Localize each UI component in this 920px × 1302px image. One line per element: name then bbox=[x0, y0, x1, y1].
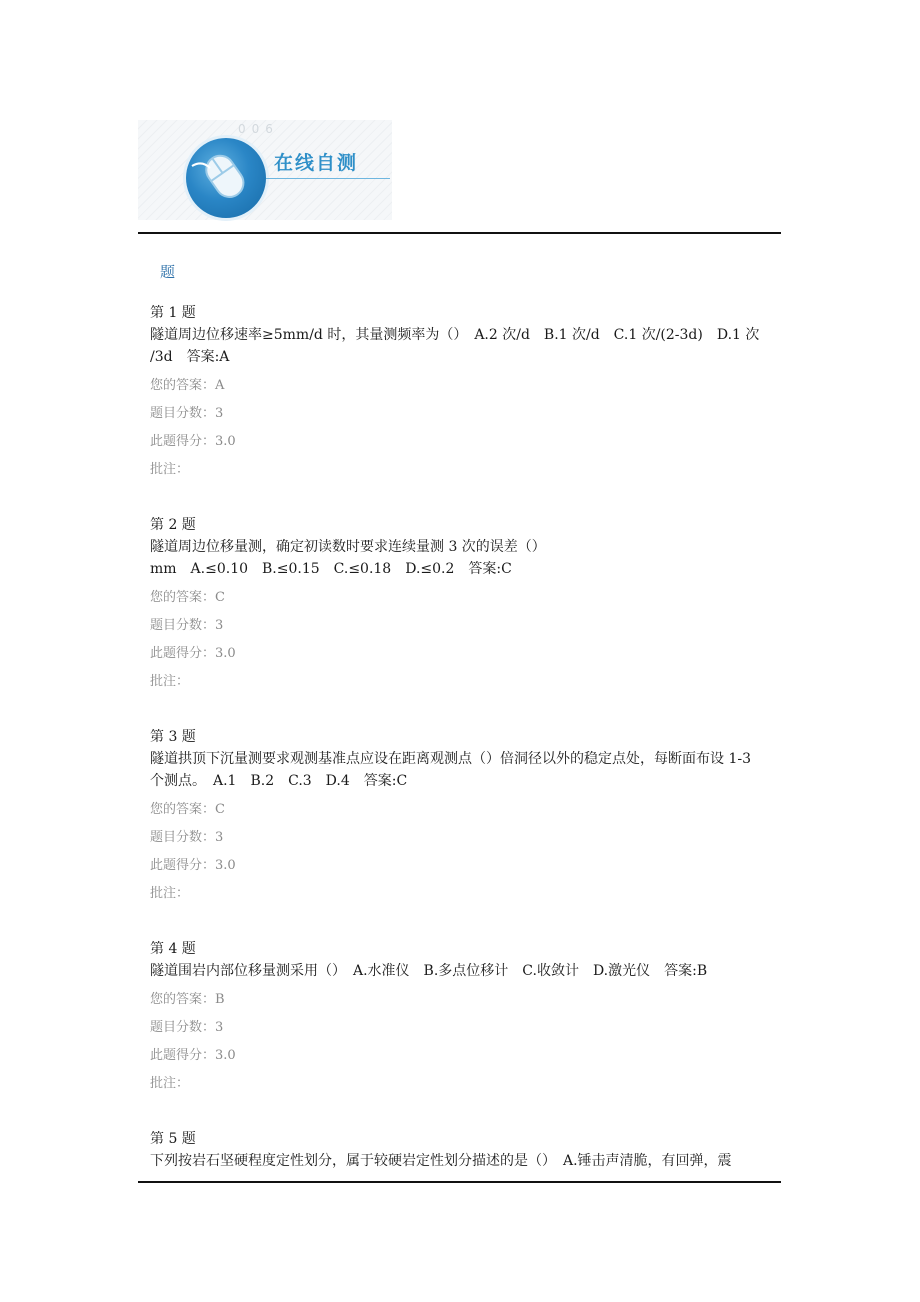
question-item bbox=[150, 1128, 778, 1172]
header-banner bbox=[138, 120, 392, 220]
question-text: 隧道周边位移量测，确定初读数时要求连续量测 3 次的误差（） mm A.≤0.10 B.≤0.15 C.≤0.18 D.≤0.2 答案:C bbox=[150, 539, 546, 577]
your-answer: 您的答案：B bbox=[150, 992, 225, 1007]
earned-score: 此题得分：3.0 bbox=[150, 434, 236, 449]
top-divider bbox=[138, 232, 781, 234]
question-item bbox=[150, 302, 778, 484]
bottom-divider bbox=[138, 1181, 781, 1183]
question-text: 隧道围岩内部位移量测采用（） A.水准仪 B.多点位移计 C.收敛计 D.激光仪 答案:B bbox=[150, 963, 708, 979]
question-note: 批注： bbox=[150, 1076, 190, 1091]
question-score: 题目分数：3 bbox=[150, 830, 224, 845]
question-item bbox=[150, 726, 778, 908]
question-number: 第 5 题 bbox=[150, 1131, 196, 1147]
banner-title: 在线自测 bbox=[274, 152, 359, 174]
question-score: 题目分数：3 bbox=[150, 618, 224, 633]
question-item bbox=[150, 938, 778, 1098]
banner-decoration: 006 bbox=[238, 122, 279, 136]
mouse-icon bbox=[186, 138, 266, 218]
question-score: 题目分数：3 bbox=[150, 1020, 224, 1035]
question-number: 第 3 题 bbox=[150, 729, 196, 745]
question-note: 批注： bbox=[150, 886, 190, 901]
earned-score: 此题得分：3.0 bbox=[150, 1048, 236, 1063]
question-list bbox=[150, 302, 778, 1180]
question-score: 题目分数：3 bbox=[150, 406, 224, 421]
your-answer: 您的答案：A bbox=[150, 378, 225, 393]
question-item bbox=[150, 514, 778, 696]
question-text: 隧道拱顶下沉量测要求观测基准点应设在距离观测点（）倍洞径以外的稳定点处，每断面布设 1-3 个测点。 A.1 B.2 C.3 D.4 答案:C bbox=[150, 751, 751, 789]
question-number: 第 1 题 bbox=[150, 305, 196, 321]
your-answer: 您的答案：C bbox=[150, 802, 225, 817]
earned-score: 此题得分：3.0 bbox=[150, 646, 236, 661]
question-note: 批注： bbox=[150, 462, 190, 477]
section-label: 题 bbox=[160, 263, 176, 281]
mouse-icon-graphic bbox=[186, 138, 266, 218]
question-note: 批注： bbox=[150, 674, 190, 689]
question-number: 第 4 题 bbox=[150, 941, 196, 957]
question-number: 第 2 题 bbox=[150, 517, 196, 533]
earned-score: 此题得分：3.0 bbox=[150, 858, 236, 873]
your-answer: 您的答案：C bbox=[150, 590, 225, 605]
banner-underline bbox=[266, 178, 390, 179]
question-text: 下列按岩石坚硬程度定性划分，属于较硬岩定性划分描述的是（） A.锤击声清脆，有回弹，震 bbox=[150, 1153, 732, 1169]
question-text: 隧道周边位移速率≥5mm/d 时，其量测频率为（） A.2 次/d B.1 次/d C.1 次/(2-3d) D.1 次 /3d 答案:A bbox=[150, 327, 760, 365]
